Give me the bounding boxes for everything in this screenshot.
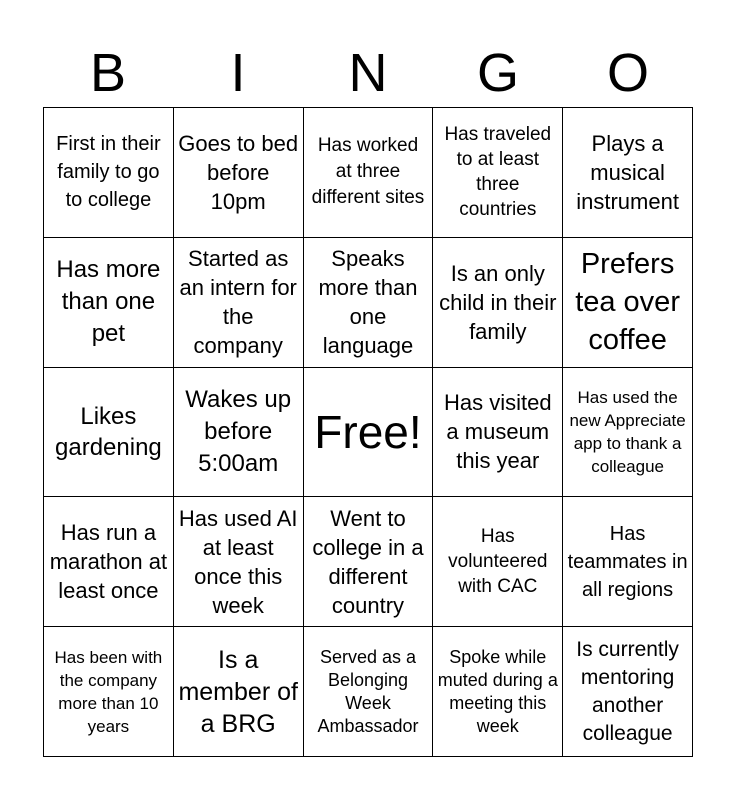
cell-text: Has more than one pet	[56, 256, 161, 348]
cell-text: Has run a marathon at least once	[49, 520, 168, 604]
bingo-cell[interactable]	[304, 627, 434, 757]
cell-text: Goes to bed before 10pm	[178, 130, 299, 214]
cell-text: Has teammates in all regions	[567, 522, 688, 601]
cell-text: Prefers tea over coffee	[575, 248, 680, 357]
cell-text: Has volunteered with CAC	[448, 526, 548, 598]
bingo-cell[interactable]	[44, 627, 174, 757]
cell-text: Started as an intern for the company	[179, 246, 297, 359]
bingo-cell[interactable]	[433, 238, 563, 368]
cell-text: Likes gardening	[55, 402, 162, 461]
title-letter-b: B	[89, 43, 127, 103]
cell-text: Has visited a museum this year	[443, 390, 552, 474]
bingo-cell[interactable]	[563, 238, 693, 368]
cell-text: First in their family to go to college	[56, 133, 161, 212]
bingo-cell[interactable]	[174, 627, 304, 757]
title-letter-i: I	[230, 43, 246, 103]
bingo-cell[interactable]	[174, 238, 304, 368]
cell-text: Plays a musical instrument	[576, 130, 679, 214]
cell-text: Served as a Belonging Week Ambassador	[317, 646, 419, 736]
bingo-cell[interactable]	[563, 368, 693, 498]
cell-text: Has used AI at least once this week	[178, 505, 298, 618]
free-space[interactable]	[304, 368, 434, 498]
title-letter-o: O	[606, 43, 649, 103]
bingo-cell[interactable]	[304, 497, 434, 627]
bingo-cell[interactable]	[563, 627, 693, 757]
cell-text: Is a member of a BRG	[178, 645, 298, 738]
cell-text: Is currently mentoring another colleague	[576, 637, 679, 745]
cell-text: Has used the new Appreciate app to thank a colleague	[569, 387, 686, 476]
cell-text: Spoke while muted during a meeting this week	[437, 646, 558, 736]
cell-text: Went to college in a different country	[312, 505, 424, 618]
bingo-cell[interactable]	[304, 108, 434, 238]
bingo-cell[interactable]	[563, 497, 693, 627]
bingo-title	[43, 40, 693, 106]
bingo-cell[interactable]	[174, 497, 304, 627]
bingo-cell[interactable]	[433, 627, 563, 757]
bingo-cell[interactable]	[44, 108, 174, 238]
bingo-cell[interactable]	[44, 238, 174, 368]
bingo-cell[interactable]	[174, 108, 304, 238]
cell-text: Speaks more than one language	[318, 246, 418, 359]
bingo-cell[interactable]	[304, 238, 434, 368]
title-letter-n: N	[348, 43, 388, 103]
free-space-text: Free!	[314, 405, 422, 458]
bingo-cell[interactable]	[433, 497, 563, 627]
cell-text: Is an only child in their family	[439, 260, 557, 344]
cell-text: Wakes up before 5:00am	[185, 385, 292, 477]
bingo-cell[interactable]	[433, 368, 563, 498]
cell-text: Has traveled to at least three countries	[444, 124, 552, 221]
bingo-grid	[43, 107, 693, 757]
bingo-cell[interactable]	[44, 368, 174, 498]
cell-text: Has been with the company more than 10 years	[54, 647, 163, 736]
title-letter-g: G	[476, 43, 519, 103]
cell-text: Has worked at three different sites	[311, 135, 425, 209]
bingo-cell[interactable]	[433, 108, 563, 238]
bingo-cell[interactable]	[563, 108, 693, 238]
bingo-cell[interactable]	[44, 497, 174, 627]
bingo-cell[interactable]	[174, 368, 304, 498]
